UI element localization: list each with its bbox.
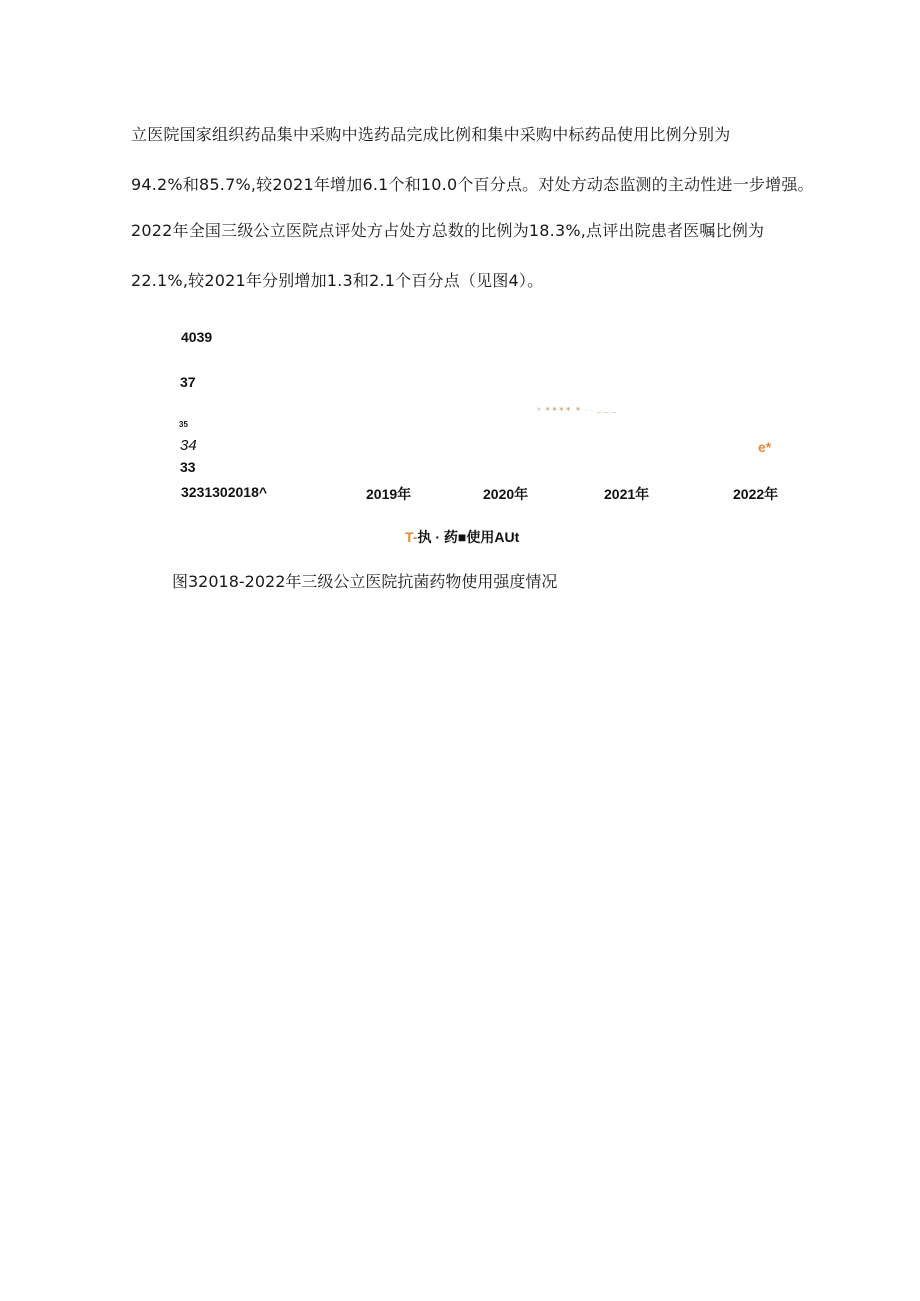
y-tick-label: 35	[179, 420, 188, 429]
y-tick-label: 33	[180, 459, 196, 475]
x-tick-label: 3231302018^	[181, 484, 268, 500]
body-paragraph-line-2: 94.2%和85.7%,较2021年增加6.1个和10.0个百分点。对处方动态监测的主动性进一步增强。	[131, 175, 814, 194]
legend-line-swatch: T-	[405, 529, 418, 545]
x-tick-label: 2022年	[733, 486, 779, 502]
body-paragraph-line-4: 22.1%,较2021年分别增加1.3和2.1个百分点（见图4）。	[131, 271, 544, 290]
legend-label: 执 · 药■使用AUt	[417, 529, 520, 545]
line-series-trace: » ∗∗∗∗ ∗ . . _ _ _	[537, 406, 618, 413]
body-paragraph-line-3: 2022年全国三级公立医院点评处方占处方总数的比例为18.3%,点评出院患者医嘱比例为	[131, 221, 765, 240]
x-tick-label: 2020年	[483, 486, 529, 502]
x-tick-label: 2021年	[604, 486, 650, 502]
chart-legend	[405, 527, 519, 547]
x-tick-label: 2019年	[366, 486, 412, 502]
y-tick-label: 37	[180, 374, 196, 390]
figure-caption: 图32018-2022年三级公立医院抗菌药物使用强度情况	[172, 572, 558, 591]
data-point-label: e*	[758, 439, 772, 455]
y-tick-label: 4039	[181, 329, 213, 345]
body-paragraph-line-1: 立医院国家组织药品集中采购中选药品完成比例和集中采购中标药品使用比例分别为	[131, 125, 731, 144]
y-tick-label: 34	[180, 437, 197, 454]
